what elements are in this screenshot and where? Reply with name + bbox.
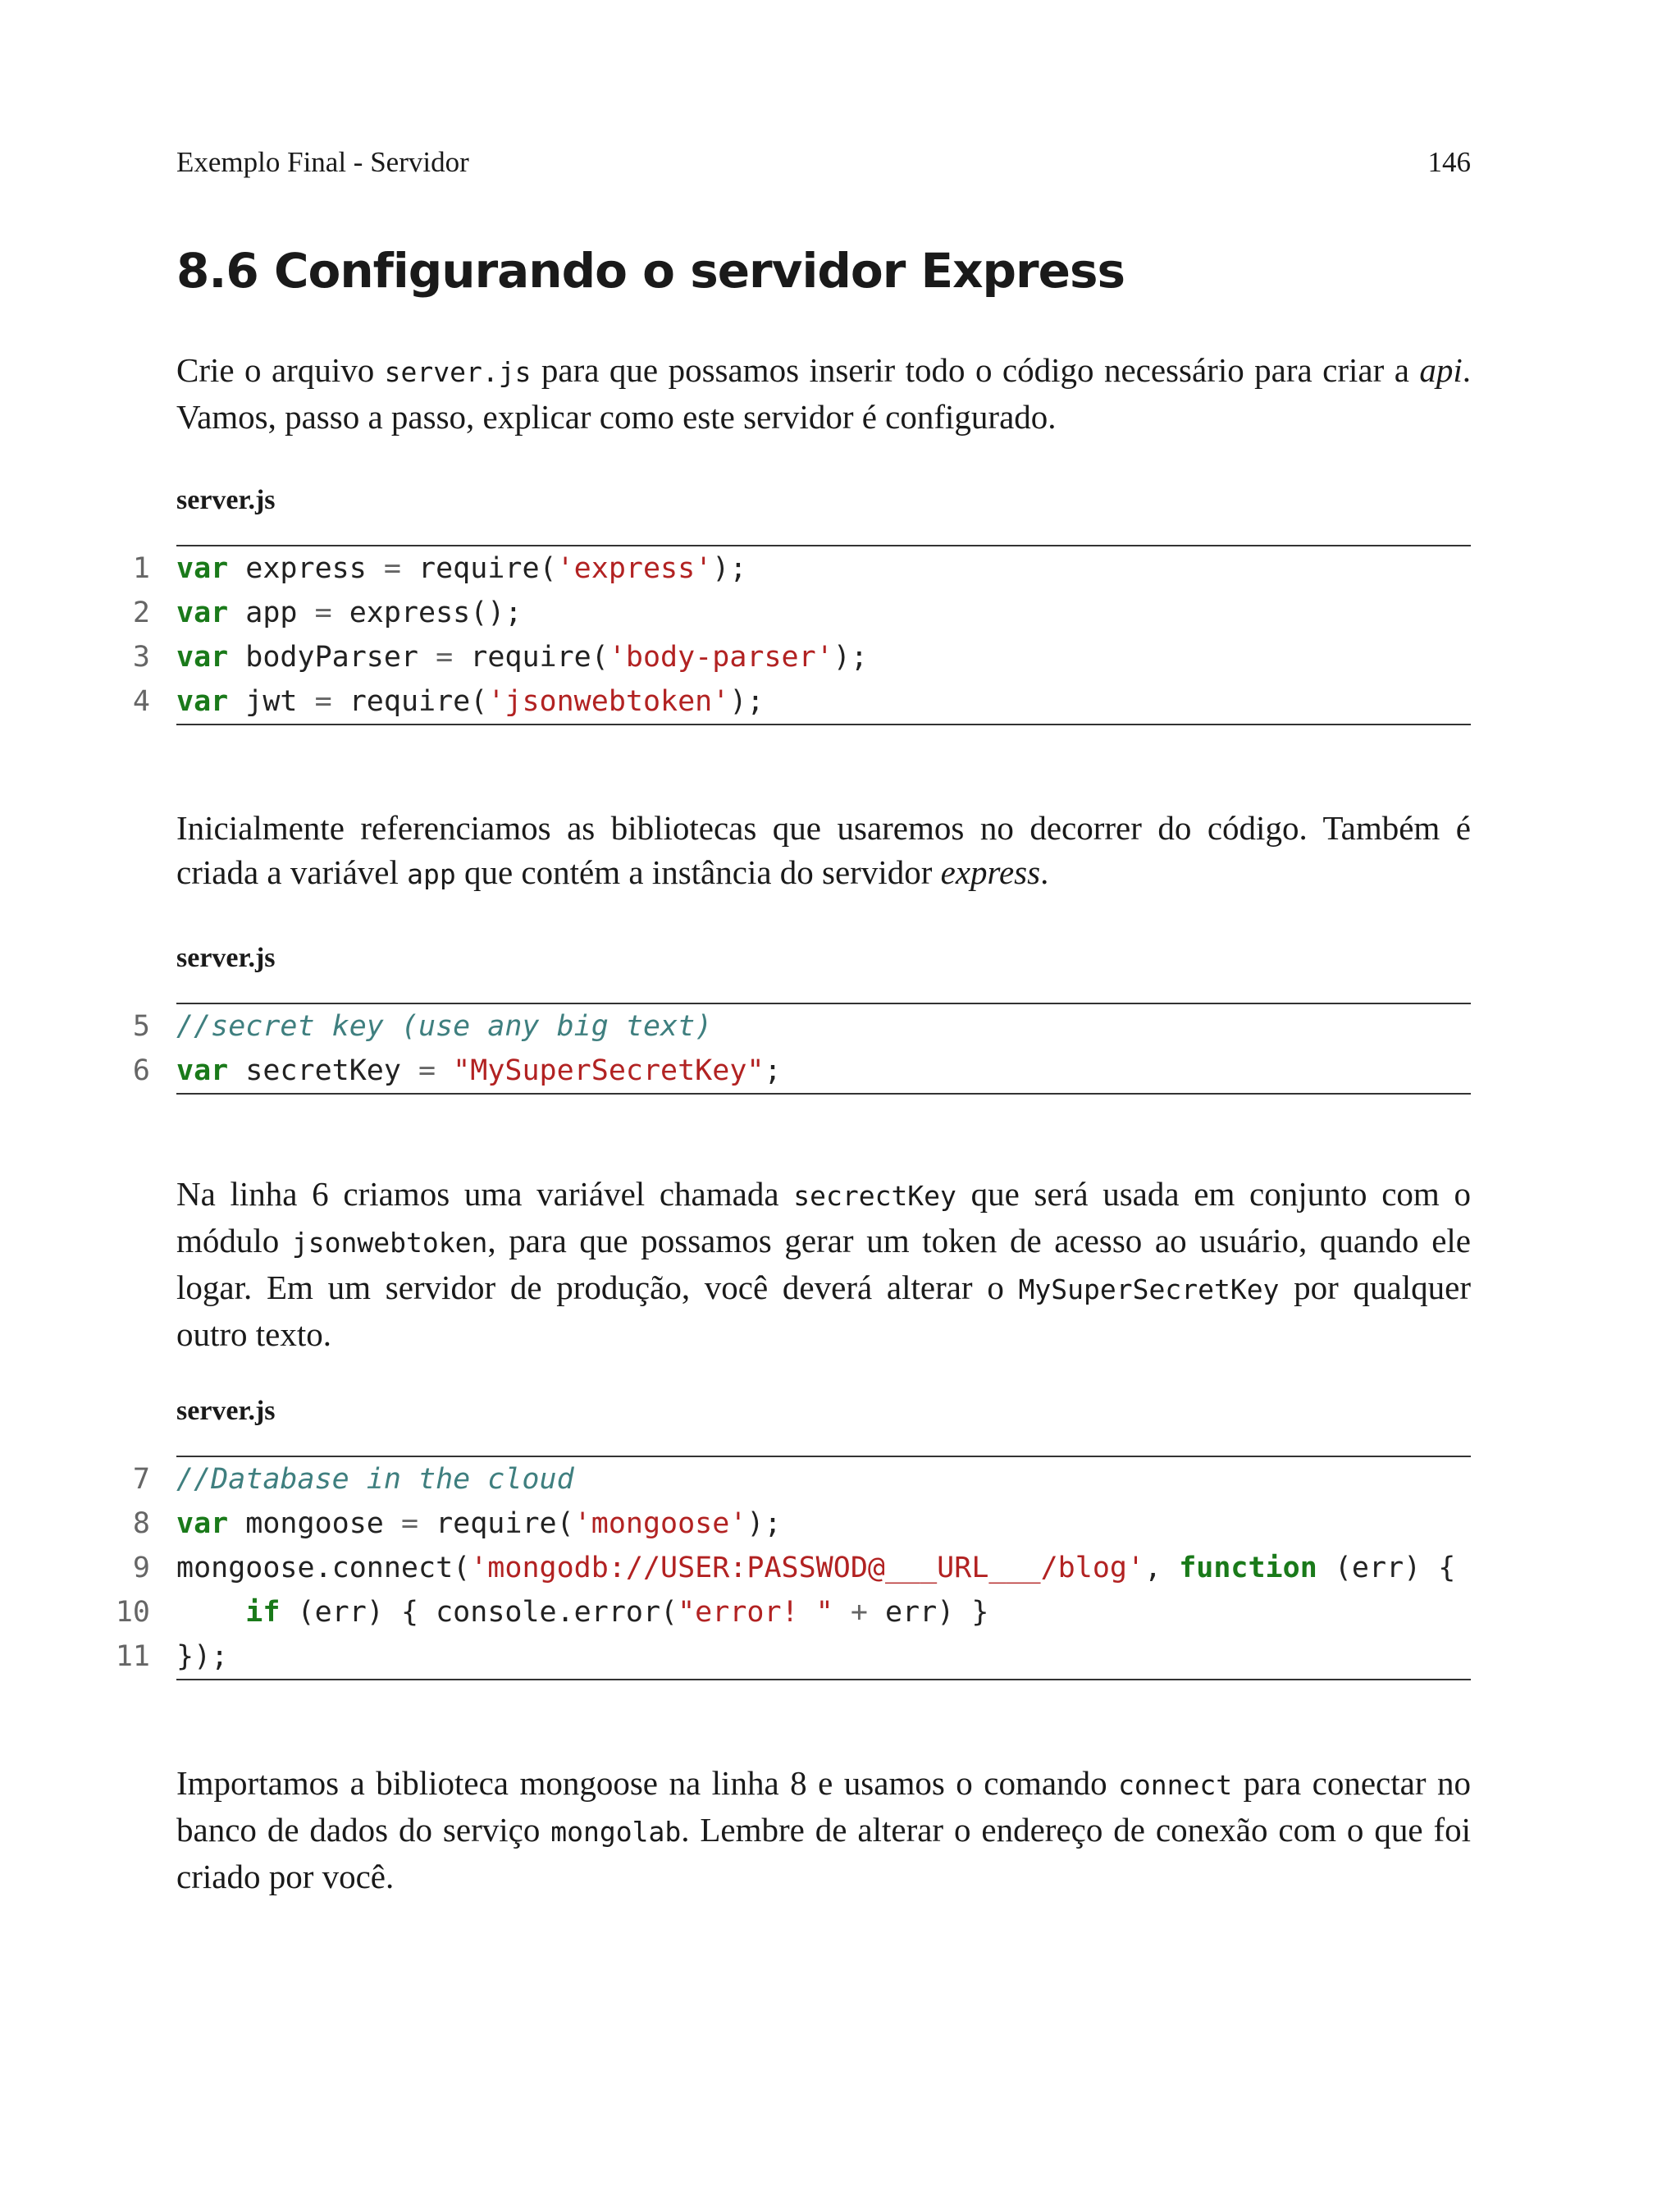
inline-code: MySuperSecretKey bbox=[1018, 1273, 1280, 1305]
inline-code: connect bbox=[1118, 1769, 1233, 1801]
code-caption: server.js bbox=[176, 943, 276, 973]
inline-code: mongolab bbox=[550, 1816, 682, 1848]
code-line: 9 mongoose.connect('mongodb://USER:PASSWOD@___URL___/blog', function (err) { bbox=[132, 1552, 1456, 1584]
inline-code: app bbox=[407, 858, 456, 890]
code-caption: server.js bbox=[176, 485, 276, 515]
code-line: 2 var app = express(); bbox=[132, 597, 523, 629]
page-number: 146 bbox=[1427, 146, 1471, 178]
code-line: 5 //secret key (use any big text) bbox=[132, 1010, 713, 1043]
code-line: 11 }); bbox=[115, 1640, 229, 1673]
paragraph-intro: Crie o arquivo server.js para que possamos inserir todo o código necessário para criar a api. Vamos, passo a passo, explicar como este servidor é configurado. bbox=[176, 351, 1471, 436]
code-caption: server.js bbox=[176, 1396, 276, 1426]
code-line: 3 var bodyParser = require('body-parser'); bbox=[132, 641, 868, 674]
paragraph-libraries: Inicialmente referenciamos as bibliotecas que usaremos no decorrer do código. Também é criada a variável app que contém a instância do servidor express. bbox=[176, 809, 1471, 891]
code-line: 10 if (err) { console.error("error! " + err) } bbox=[115, 1596, 989, 1629]
code-line: 8 var mongoose = require('mongoose'); bbox=[132, 1507, 782, 1540]
chapter-title: Exemplo Final - Servidor bbox=[176, 146, 469, 178]
code-line: 7 //Database in the cloud bbox=[132, 1463, 574, 1496]
code-block-2 bbox=[94, 1003, 1471, 1095]
inline-code: jsonwebtoken bbox=[291, 1227, 488, 1259]
inline-code: server.js bbox=[384, 356, 532, 388]
inline-code: secrectKey bbox=[793, 1180, 956, 1212]
code-line: 1 var express = require('express'); bbox=[132, 552, 747, 585]
code-block-3 bbox=[94, 1456, 1471, 1680]
code-line: 6 var secretKey = "MySuperSecretKey"; bbox=[132, 1054, 782, 1087]
paragraph-secret-key: Na linha 6 criamos uma variável chamada secrectKey que será usada em conjunto com o módulo jsonwebtoken, para que possamos gerar um token de acesso ao usuário, quando ele logar. Em um servidor de produção, você deverá alterar o MySuperSecretKey por qualquer outro texto. bbox=[176, 1175, 1471, 1353]
paragraph-mongoose: Importamos a biblioteca mongoose na linha 8 e usamos o comando connect para conectar no banco de dados do serviço mongolab. Lembre de alterar o endereço de conexão com o que foi criado por você. bbox=[176, 1764, 1471, 1895]
section-title: 8.6 Configurando o servidor Express bbox=[176, 243, 1125, 299]
code-line: 4 var jwt = require('jsonwebtoken'); bbox=[132, 685, 765, 718]
code-block-1 bbox=[94, 545, 1471, 725]
